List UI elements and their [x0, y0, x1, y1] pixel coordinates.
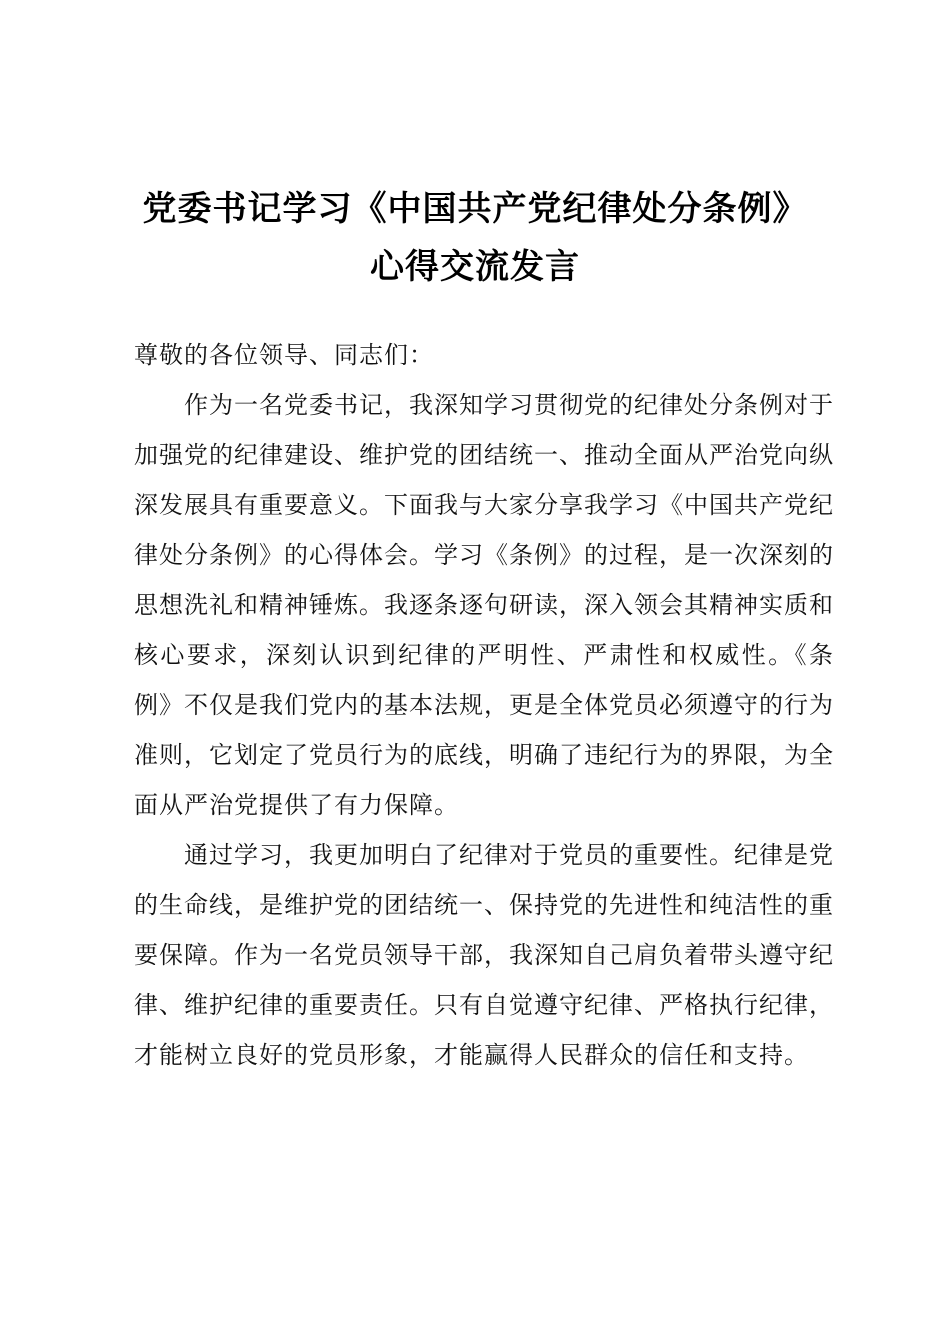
paragraph-2: 通过学习，我更加明白了纪律对于党员的重要性。纪律是党的生命线，是维护党的团结统一、保持党的先进性和纯洁性的重要保障。作为一名党员领导干部，我深知自己肩负着带头遵守纪律、维护纪律的重要责任。只有自觉遵守纪律、严格执行纪律，才能树立良好的党员形象，才能赢得人民群众的信任和支持。 [134, 841, 834, 1069]
salutation: 尊敬的各位领导、同志们： [134, 341, 434, 369]
document-body [134, 330, 834, 1080]
title-line-2: 心得交流发言 [370, 247, 580, 287]
document-title [110, 180, 840, 296]
title-line-1: 党委书记学习《中国共产党纪律处分条例》 [142, 189, 808, 229]
paragraph-1: 作为一名党委书记，我深知学习贯彻党的纪律处分条例对于加强党的纪律建设、维护党的团结统一、推动全面从严治党向纵深发展具有重要意义。下面我与大家分享我学习《中国共产党纪律处分条例》的心得体会。学习《条例》的过程，是一次深刻的思想洗礼和精神锤炼。我逐条逐句研读，深入领会其精神实质和核心要求，深刻认识到纪律的严明性、严肃性和权威性。《条例》不仅是我们党内的基本法规，更是全体党员必须遵守的行为准则，它划定了党员行为的底线，明确了违纪行为的界限，为全面从严治党提供了有力保障。 [134, 391, 834, 819]
